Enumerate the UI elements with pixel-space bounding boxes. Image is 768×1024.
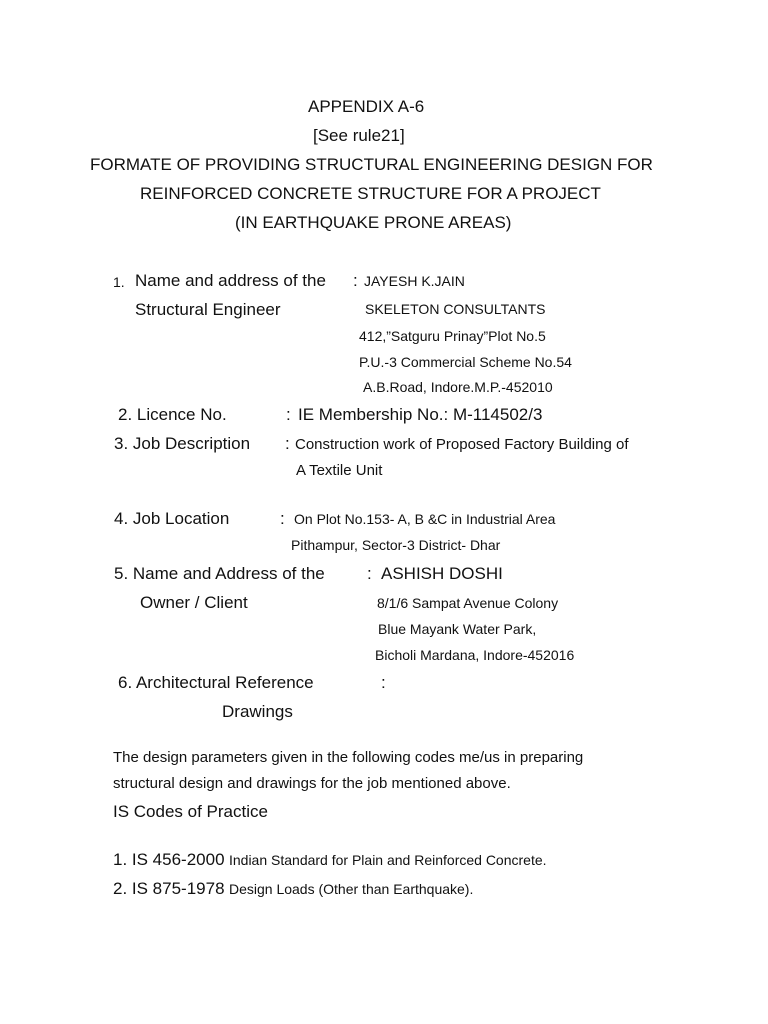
is-codes-heading: IS Codes of Practice: [113, 802, 268, 821]
engineer-address-line1: SKELETON CONSULTANTS: [365, 301, 546, 317]
design-parameters-line2: structural design and drawings for the job mentioned above.: [113, 775, 511, 792]
item1-number: 1.: [113, 274, 125, 290]
item1-label-line2: Structural Engineer: [135, 300, 281, 319]
engineer-address-line4: A.B.Road, Indore.M.P.-452010: [363, 379, 553, 395]
design-parameters-line1: The design parameters given in the following codes me/us in preparing: [113, 749, 584, 766]
code-description: Indian Standard for Plain and Reinforced Concrete.: [228, 852, 547, 868]
item4-label: 4. Job Location: [114, 509, 230, 528]
item6-label-line1: 6. Architectural Reference: [118, 673, 314, 692]
rule-reference: [See rule21]: [313, 126, 405, 145]
owner-name: ASHISH DOSHI: [381, 564, 503, 583]
item5-label-line2: Owner / Client: [140, 593, 248, 612]
job-description-line1: Construction work of Proposed Factory Building of: [295, 436, 629, 453]
item6-colon: :: [381, 673, 386, 692]
appendix-title: APPENDIX A-6: [308, 97, 425, 116]
item1-colon: :: [353, 271, 358, 290]
owner-address-line1: 8/1/6 Sampat Avenue Colony: [377, 595, 559, 611]
document-heading-line3: (IN EARTHQUAKE PRONE AREAS): [235, 213, 512, 232]
owner-address-line2: Blue Mayank Water Park,: [378, 621, 537, 637]
code-description: Design Loads (Other than Earthquake).: [228, 881, 474, 897]
item5-label-line1: 5. Name and Address of the: [114, 564, 325, 583]
code-number: 1. IS 456-2000: [113, 850, 225, 869]
item3-label: 3. Job Description: [114, 434, 251, 453]
code-item: [113, 851, 547, 869]
engineer-address-line3: P.U.-3 Commercial Scheme No.54: [359, 354, 572, 370]
item3-colon: :: [285, 434, 290, 453]
item2-colon: :: [286, 405, 291, 424]
code-number: 2. IS 875-1978: [113, 879, 225, 898]
document-heading-line1: FORMATE OF PROVIDING STRUCTURAL ENGINEERING DESIGN FOR: [90, 155, 653, 174]
job-location-line2: Pithampur, Sector-3 District- Dhar: [291, 537, 501, 553]
item1-label-line1: Name and address of the: [135, 271, 326, 290]
item5-colon: :: [367, 564, 372, 583]
owner-address-line3: Bicholi Mardana, Indore-452016: [375, 647, 575, 663]
licence-value: IE Membership No.: M-114502/3: [298, 405, 543, 424]
item4-colon: :: [280, 509, 285, 528]
item2-label: 2. Licence No.: [118, 405, 227, 424]
job-description-line2: A Textile Unit: [296, 462, 383, 479]
engineer-address-line2: 412,”Satguru Prinay”Plot No.5: [359, 328, 546, 344]
code-item: [113, 880, 473, 898]
item6-label-line2: Drawings: [222, 702, 293, 721]
document-heading-line2: REINFORCED CONCRETE STRUCTURE FOR A PROJECT: [140, 184, 601, 203]
engineer-name: JAYESH K.JAIN: [364, 273, 465, 289]
job-location-line1: On Plot No.153- A, B &C in Industrial Area: [294, 511, 556, 527]
